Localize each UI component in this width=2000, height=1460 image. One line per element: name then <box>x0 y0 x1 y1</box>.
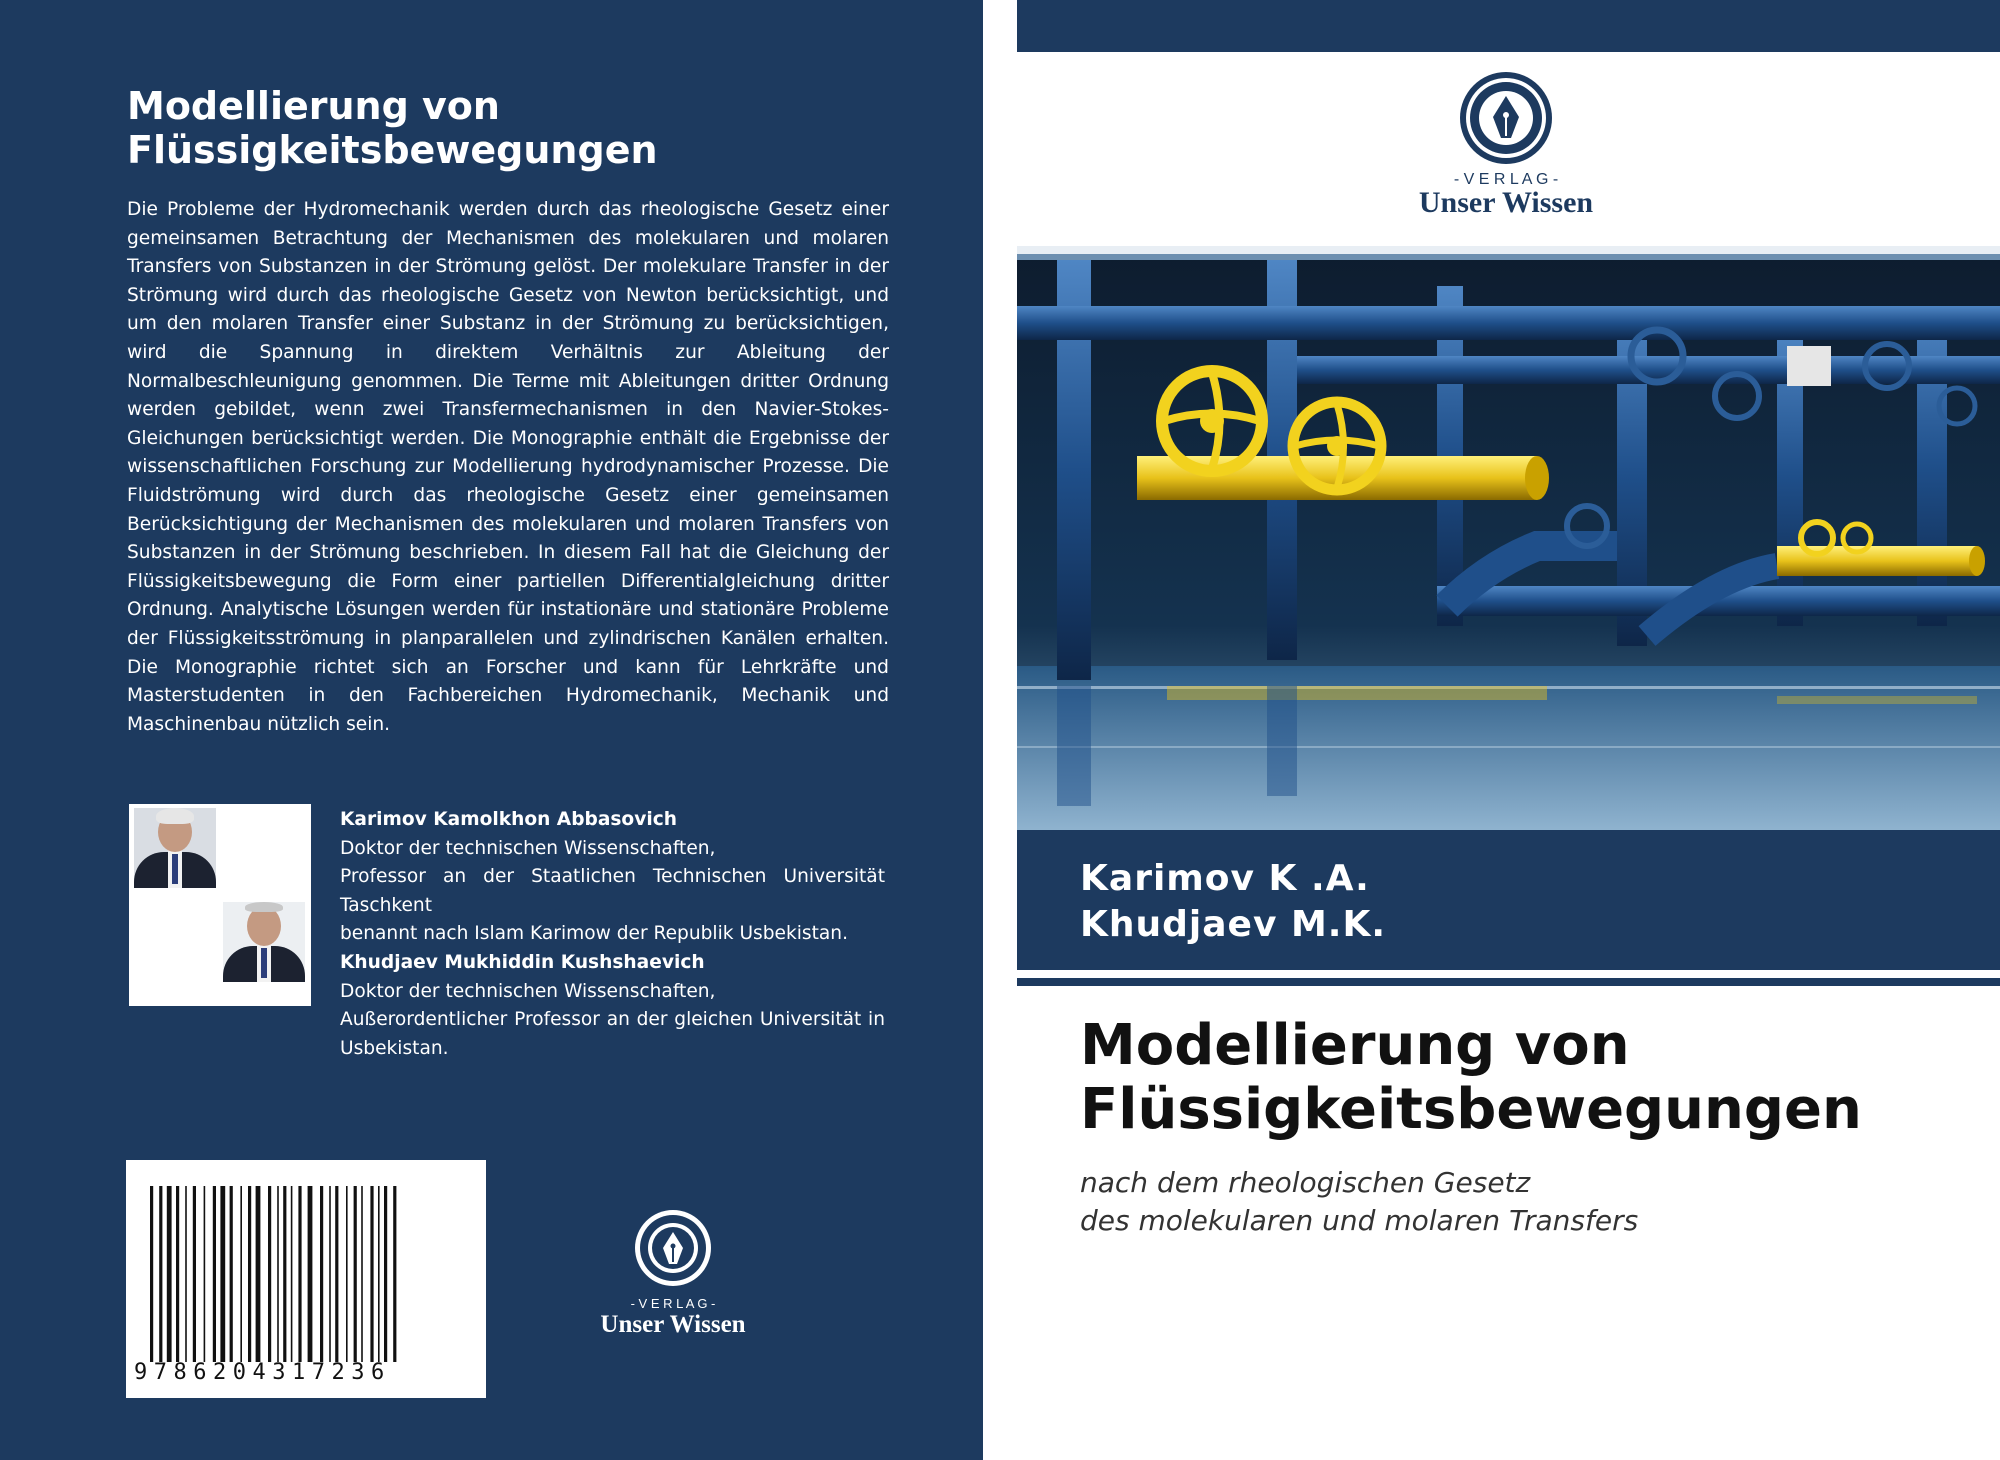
barcode-bar <box>393 1186 396 1362</box>
front-cover <box>1017 0 2000 1460</box>
logo-name-text: Unser Wissen <box>1418 186 1594 219</box>
barcode-bar <box>320 1186 323 1362</box>
barcode-bar <box>268 1186 271 1362</box>
author1-position: Professor an der Staatlichen Technischen Universität Taschkent <box>340 866 885 916</box>
cover-photo-pipes <box>1017 246 2000 830</box>
barcode-bar <box>298 1186 301 1362</box>
barcode-bar <box>283 1186 286 1362</box>
author1-degree: Doktor der technischen Wissenschaften, <box>340 837 716 859</box>
barcode-bar <box>176 1186 179 1362</box>
barcode-bar <box>167 1186 172 1362</box>
back-cover <box>0 0 983 1460</box>
publisher-logo-back <box>573 1208 773 1338</box>
spine-gap <box>983 0 1017 1460</box>
subtitle-line-2: des molekularen und molaren Transfers <box>1080 1204 1639 1237</box>
author2-name: Khudjaev Mukhiddin Kushshaevich <box>340 951 705 973</box>
barcode-bar <box>291 1186 293 1362</box>
barcode-bar <box>204 1186 206 1362</box>
front-author-band <box>1017 830 2000 970</box>
author-photo-khudjaev <box>223 902 305 982</box>
barcode-bar <box>230 1186 233 1362</box>
isbn-digits: 9786204317236 <box>134 1360 391 1385</box>
author-photo-karimov <box>134 808 216 888</box>
author-bio <box>340 806 885 1063</box>
barcode-bar <box>370 1186 373 1362</box>
logo-verlag-text: - V E R L A G - <box>1453 171 1559 188</box>
barcode-bar <box>329 1186 331 1362</box>
barcode-bar <box>346 1186 348 1362</box>
publisher-logo-front <box>1386 70 1626 220</box>
logo-name-text: Unser Wissen <box>600 1311 746 1338</box>
barcode-bar <box>277 1186 279 1362</box>
author2-position: Außerordentlicher Professor an der gleichen Universität in Usbekistan. <box>340 1009 885 1059</box>
barcode-bar <box>256 1186 261 1362</box>
logo-verlag-text: - V E R L A G - <box>630 1296 716 1311</box>
front-cover-title: Modellierung von Flüssigkeitsbewegungen <box>1080 1013 1862 1142</box>
divider-rule <box>1017 978 2000 986</box>
barcode-bar <box>354 1186 357 1362</box>
barcode-bar <box>335 1186 338 1362</box>
barcode-bar <box>248 1186 251 1362</box>
front-cover-subtitle <box>1080 1164 1980 1240</box>
back-cover-blurb: Die Probleme der Hydromechanik werden durch das rheologische Gesetz einer gemeinsamen Betrachtung der Mechanismen des molekularen und molaren Transfers von Substanzen in der Strömung gelöst. Der molekulare Transfer in der Strömung wird durch das rheologische Gesetz von Newton berücksichtigt, und um den molaren Transfer einer Substanz in der Strömung zu berücksichtigen, wird die Spannung in direktem Verhältnis zur Ableitung der Normalbeschleunigung genommen. Die Terme mit Ableitungen dritter Ordnung werden gebildet, wenn zwei Transfermechanismen in den Navier-Stokes-Gleichungen berücksichtigt werden. Die Monographie enthält die Ergebnisse der wissenschaftlichen Forschung zur Modellierung hydrodynamischer Prozesse. Die Fluidströmung wird durch das rheologische Gesetz einer gemeinsamen Berücksichtigung der Mechanismen des molekularen und molaren Transfers von Substanzen in der Strömung beschrieben. In diesem Fall hat die Gleichung der Flüssigkeitsbewegung die Form einer partiellen Differentialgleichung dritter Ordnung. Analytische Lösungen werden für instationäre und stationäre Probleme der Flüssigkeitsströmung in planparallelen und zylindrischen Kanälen erhalten. Die Monographie richtet sich an Forscher und kann für Lehrkräfte und Masterstudenten in den Fachbereichen Hydromechanik, Mechanik und Maschinenbau nützlich sein. <box>127 199 889 735</box>
barcode-bar <box>384 1186 387 1362</box>
front-author-1: Karimov K .A. <box>1080 858 1370 899</box>
barcode-bar <box>150 1186 153 1362</box>
barcode-bar <box>159 1186 162 1362</box>
barcode-bar <box>213 1186 216 1362</box>
back-cover-title: Modellierung von Flüssigkeitsbewegungen <box>127 84 658 172</box>
author2-degree: Doktor der technischen Wissenschaften, <box>340 980 716 1002</box>
barcode-bar <box>185 1186 187 1362</box>
author-photos <box>129 804 311 1006</box>
barcode-bar <box>220 1186 225 1362</box>
front-top-bar <box>1017 0 2000 52</box>
front-author-2: Khudjaev M.K. <box>1080 904 1387 945</box>
author1-name: Karimov Kamolkhon Abbasovich <box>340 809 677 830</box>
barcode-bars <box>148 1186 466 1362</box>
author1-institution: benannt nach Islam Karimow der Republik Usbekistan. <box>340 923 848 945</box>
barcode-bar <box>240 1186 242 1362</box>
barcode-bar <box>308 1186 313 1362</box>
barcode-bar <box>361 1186 363 1362</box>
subtitle-line-1: nach dem rheologischen Gesetz <box>1080 1166 1531 1199</box>
isbn-barcode <box>126 1160 486 1398</box>
barcode-bar <box>378 1186 380 1362</box>
barcode-bar <box>193 1186 196 1362</box>
